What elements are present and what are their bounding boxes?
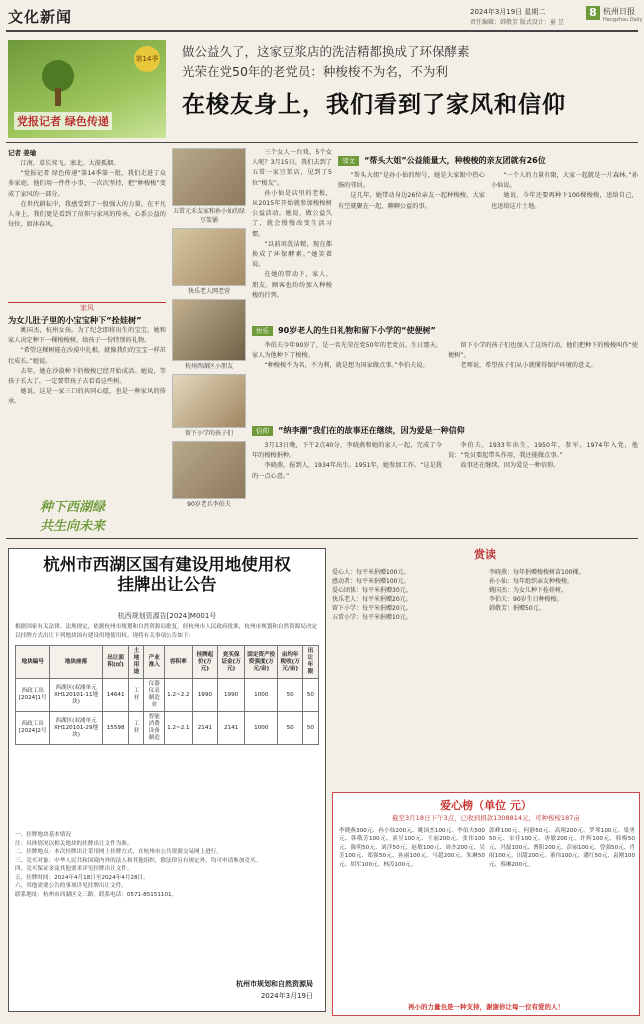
kicker-headline-1: 做公益久了，这家豆浆店的洗洁精都换成了环保酵素 [182,44,470,59]
table-cell: 智能消费设备制造 [144,712,165,745]
table-header: 固定资产投资强度(万元/亩) [245,646,278,679]
photo-caption: 杭州西湖区小朋友 [184,363,233,370]
charity-quotes [332,546,638,784]
kicker-headline-2: 光荣在党50年的老党员：种梭梭不为名，不为利 [182,64,448,79]
story-paragraph: 李伯夫，1933年出生，1950年，参军。1974年入党，他说：“党员要起带头作用，我还能做点事。” [448,442,638,460]
donation-subtitle: 截至3月18日下午3点，已收到捐款1308814元，可种梭梭187亩 [392,814,580,822]
charity-entry: 感动者：每平米捐赠100元。 [332,578,410,585]
table-cell: 15598 [102,712,129,745]
table-header: 竞买保证金(万元) [218,646,245,679]
table-cell: 西政工出[2024]2号 [16,712,50,745]
donation-names: 李晓燕300元、孙小仙200元、姚国杰100元、李伯夫500元、韩敬芳100元、童昱100元、王丽200元、张伟100元、陈明50元、刘洋50元、赵敏100元、周杰200元、吴芳100元、郑强50元、孙丽100元、马超200元、朱琳50元、胡军100元、林涛100元。 [339,828,485,868]
table-row [16,679,319,712]
notice-title: 杭州市西湖区国有建设用地使用权 挂牌出让公告 [43,555,291,594]
charity-entry: 孙小仙：每年组织亲友种梭梭。 [489,578,574,585]
story3-title: 90岁老人的生日礼物和留下小学的“使便树” [278,326,436,335]
photo-veteran [172,441,246,499]
table-cell: 工业 [129,679,144,712]
charity-entry: 快乐老人：每平米捐赠20元。 [332,596,412,603]
section-bar-jiafeng: 家风 [8,302,166,315]
lead-paragraph: 在世代耕耘中，我感受到了一股强大的力量。在平凡人身上，我们更是看到了信仰与家风的传承。心系公益的每位，如沐春风。 [8,200,166,229]
story-paragraph: “一个人的力量有限，大家一起就是一片森林。”孙小仙说。 [491,172,638,190]
story-paragraph: 老师说，希望孩子们从小就懂得保护环境的意义。 [460,362,597,370]
lead-paragraph: 江南，草长莺飞。塞北，大漠孤烟。 [20,160,120,167]
table-cell: 2141 [218,712,245,745]
table-cell: 50 [278,712,302,745]
byline: 记者 姜瑜 [8,149,37,157]
table-header: 亩均年税收(万元/亩) [278,646,302,679]
photo-caption: 五常元禾友家和孙小仙的绿豆浆铺 [172,208,245,224]
notice-intro: 根据国家有关法律、法规规定，依据杭州市规划和自然资源局批复，经杭州市人民政府批准，杭州市规划和自然资源局决定以挂牌方式出让下列地块国有建设用地使用权。现将有关事项公告如下： [15,624,318,639]
table-cell: 西湖区(双浦单元XH120101-29地块) [50,712,102,745]
table-cell: 1.2~2.2 [165,679,192,712]
photo-caption: 90岁老兵李伯夫 [187,501,231,508]
story-paragraph: 在她的带动下，家人、朋友、顾客也纷纷加入种梭梭的行列。 [252,271,332,299]
table-header: 产业准入 [144,646,165,679]
photo-bean-shop [172,148,246,206]
donation-list [332,792,640,1016]
campaign-logo: 种下西湖绿 共生向未来 [40,500,106,534]
story-paragraph: 这几年，她带动身边26位亲友一起种梭梭，大家有空就聚在一起，聊聊公益的事。 [338,192,485,210]
table-cell: 1990 [192,679,218,712]
headline-rule [6,142,638,143]
story-paragraph: “希望这棵树能在沙漠中扎根，就像我们的宝宝一样茁壮成长。”她说。 [8,347,166,365]
photo-elder-group [172,228,246,286]
table-header: 容积率 [165,646,192,679]
story-paragraph: 姚国杰，杭州女孩。为了纪念即将出生的宝宝，她和家人决定种下一棵梭梭树，给孩子一份特别的礼物。 [8,327,166,345]
lead-paragraph: “党报记者 绿色传递”第14季第一批，我们走进了众多家庭，他们用一件件小事、一次次坚持，把“种梭梭”变成了家风的一部分。 [8,170,166,198]
main-headline: 在梭友身上，我们看到了家风和信仰 [182,92,566,118]
donation-footer: 再小的力量也是一种支持，谢谢你让每一位有爱的人！ [408,1003,564,1011]
story-paragraph: 三个女人一台戏，5个女人呢？3月15日，我们去到了五常一家豆浆店，见到了5位“梭友”。 [252,149,332,187]
story-paragraph: “种梭梭不为名，不为利，就是想为国家做点事。”李伯夫说。 [264,362,429,370]
photo-caption: 留下小学的孩子们 [184,430,233,437]
table-cell: 1.2~2.1 [165,712,192,745]
story-paragraph: 去年，她在沙漠种下的梭梭已经开始成活。她说，等孩子长大了，一定要带孩子去看看这些树。 [8,367,166,386]
donation-title: 爱心榜（单位 元） [440,799,532,812]
notice-date: 2024年3月19日 [260,992,313,1000]
charity-entry: 爱心团体：每平米捐赠30元。 [332,587,412,594]
charity-entry: 五常小学：每平米捐赠10元。 [332,614,412,621]
charity-entry: 留下小学：每平米捐赠20元。 [332,605,412,612]
story-paragraph: 留下小学的孩子们也加入了这场行动，他们把种下的梭梭叫作“使便树”。 [448,342,638,360]
page-number: 8 [586,6,600,20]
story-paragraph: 李晓燕，报到人，1934年出生。1951年，她参加工作。“这是我的一点心意。” [252,462,442,480]
charity-entry: 韩敬芳：捐赠50元。 [489,605,545,612]
table-header: 出让年限 [302,646,318,679]
tree-icon [28,58,88,108]
hero-image [8,40,166,138]
table-cell: 工业 [129,712,144,745]
photo-school-kids [172,374,246,428]
photo-children [172,299,246,361]
table-cell: 1000 [245,712,278,745]
story-paragraph: 故事还在继续，因为爱是一种信仰。 [460,462,560,470]
editor-credits: 责任编辑：韩敬芳 版式设计：童 昱 [470,19,564,26]
story-paragraph: 她说，这是一家三口的共同心愿，也是一种家风的传承。 [8,388,166,406]
land-notice [8,548,326,1012]
charity-entry: 李晓燕：每年捐赠梭梭树苗100棵。 [489,569,585,576]
tag-story3: 快乐 [252,326,273,336]
story-paragraph: 李伯夫今年90岁了，是一名光荣在党50年的老党员。生日那天，家人为他种下了梭梭。 [252,342,442,360]
story-paragraph: 3月13日晚，下午2点40分，李晓燕和她的家人一起，完成了今年的梭梭捐种。 [252,442,442,460]
notice-body: 一、挂牌地块基本情况 注：具体情况以相关地块的挂牌出让文件为准。 二、挂牌地点：本次挂牌出让采用网上挂牌方式，在杭州市公共资源交易网上进行。 三、竞买对象：中华人民共和国境内外的法人和其他组织，除法律另有规定外，均可申请参加竞买。 四、竞买保证金及其他要求详见挂牌出让文件。 五、挂牌时间：2024年4月18日至2024年4月28日。 六、其他需要公告的事项详见挂牌出让文件。 联系地址：杭州市西湖区文三路。联系电话：0571-85151101。 [15,832,262,898]
table-header: 地块座落 [50,646,102,679]
paper-name: 杭州日报 [603,7,635,16]
table-cell: 50 [278,679,302,712]
charity-entry: 爱心人：每平米捐赠100元。 [332,569,410,576]
hero-caption: 党报记者 绿色传递 [14,112,112,130]
lower-rule [6,538,638,539]
table-cell: 50 [302,712,318,745]
table-cell: 2141 [192,712,218,745]
table-cell: 西政工出[2024]1号 [16,679,50,712]
table-cell: 1000 [245,679,278,712]
notice-table [15,645,319,745]
table-header: 出让面积(㎡) [102,646,129,679]
story-paragraph: 她说，今年还要再种下100棵梭梭，送给自己，也送给这片土地。 [491,192,638,210]
table-row [16,712,319,745]
notice-reference: 杭西规划资源告[2024]M001号 [117,612,217,620]
table-cell: 14641 [102,679,129,712]
table-cell: 50 [302,679,318,712]
story-paragraph: “以前用洗洁精，现在都换成了环保酵素。”她笑着说。 [252,240,332,269]
notice-signature: 杭州市规划和自然资源局 [236,980,313,988]
section-title: 文化新闻 [8,8,73,26]
story4-title: “纳李潮”我们在的故事还在继续，因为爱是一种信仰 [278,426,465,435]
table-header: 挂牌起价(万元) [192,646,218,679]
table-header: 土地用途 [129,646,144,679]
table-cell: 西湖区(双浦单元XH120101-11地块) [50,679,102,712]
table-cell: 1990 [218,679,245,712]
issue-date: 2024年3月19日 星期二 [470,8,546,16]
story-paragraph: 孙小仙是店里的老板，从2015年开始就参加梭梭树公益活动。她说，做公益久了，就会慢慢改变生活习惯。 [252,189,332,238]
table-header: 地块编号 [16,646,50,679]
photo-caption: 快乐老人网老营 [187,288,230,295]
header-rule [6,30,638,32]
season-badge: 第14季 [134,46,160,72]
paper-name-en: Hangzhou Daily [603,17,643,23]
story-paragraph: “帮头大姐”是孙小仙的绰号，她是大家眼中热心肠的邻居。 [338,172,485,190]
tag-story2: 邻文 [338,156,359,166]
table-cell: 仪器仪表制造业 [144,679,165,712]
tag-story4: 信仰 [252,426,273,436]
story-headline: 为女儿肚子里的小宝宝种下“拴娃树” [8,315,142,325]
story2-title: “帮头大姐”公益能量大，种梭梭的亲友团就有26位 [364,156,546,165]
charity-title: 赏读 [474,548,496,561]
donation-names: 郭峰100元、何静50元、高翔200元、罗琴100元、梁勇50元、宋佳100元、唐敏200元、许辉100元、韩梅50元、冯磊100元、曹阳200元、彭丽100元、曾强50元、肖雨100元、田甜200元、董伟100元、潘红50元、袁刚100元、蔡琳200元。 [489,828,635,868]
charity-entry: 姚国杰：为女儿种下拴娃树。 [489,587,568,594]
charity-entry: 李伯夫：90岁生日种梭梭。 [489,596,563,603]
